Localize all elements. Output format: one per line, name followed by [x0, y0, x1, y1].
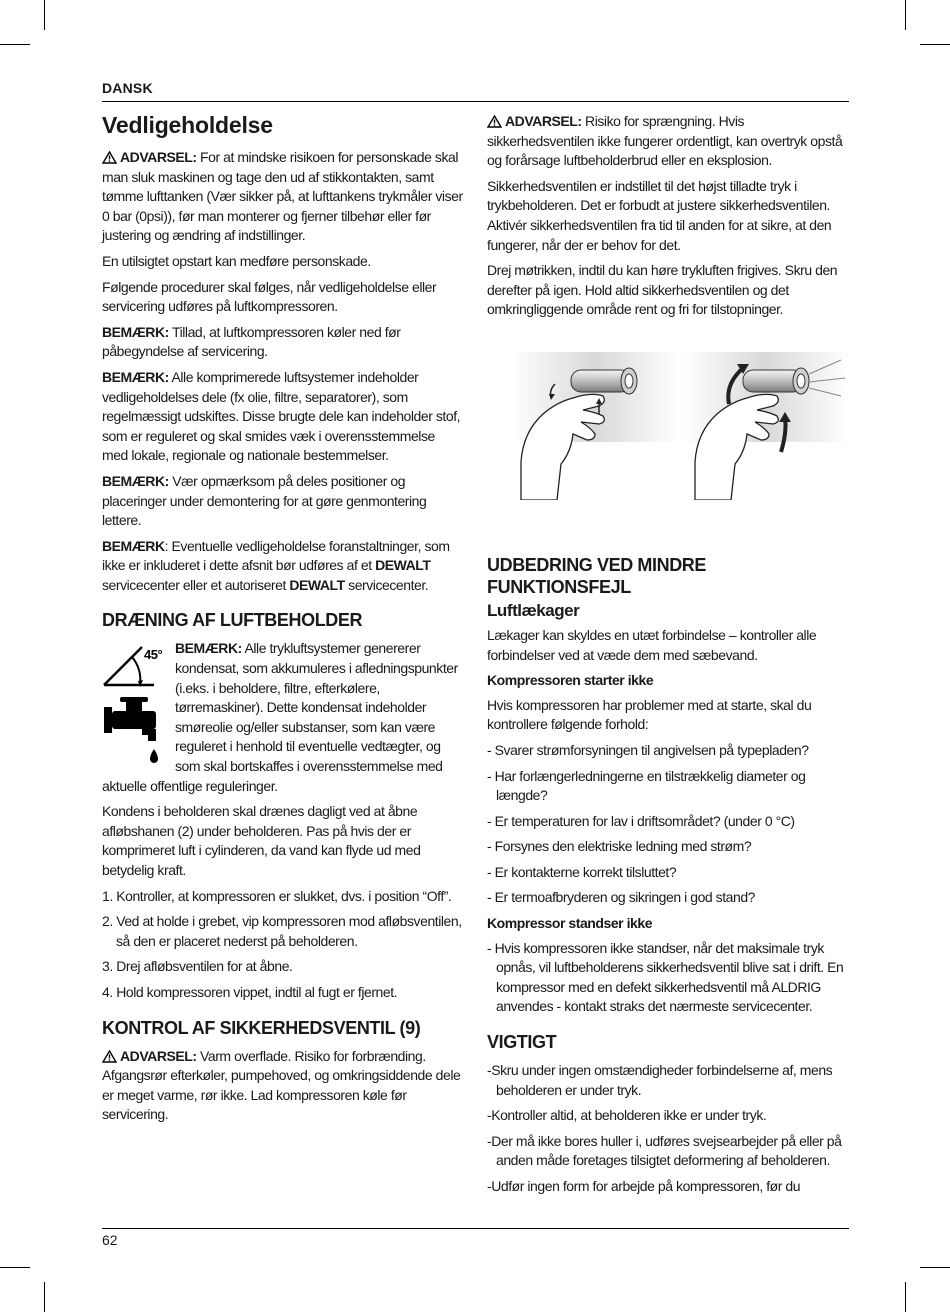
no-stop-heading: Kompressor standser ikke [487, 915, 653, 932]
troubleshooting-heading: UDBEDRING VED MINDRE FUNKTIONSFEJL [487, 554, 707, 597]
note-label: BEMÆRK [102, 537, 165, 554]
note-text: Alle komprimerede luftsystemer indeholder vedligeholdelses dele (fx olie, filtre, separatorer), som regelmæssigt udskiftes. Disse brugte dele kan indeholder stof, som er reguleret og skal smides væk i overensstemmelse med lokale, regionale og nationale bestemmelser. [102, 368, 461, 464]
important-list [487, 1061, 853, 1197]
drain-icons [102, 639, 172, 769]
note-text: servicecenter. [344, 576, 429, 593]
no-stop-list [487, 939, 853, 1017]
note-text: : Eventuelle vedligeholdelse foranstaltninger, som ikke er inkluderet i dette afsnit bør udføres af et [102, 537, 450, 574]
note-label: BEMÆRK: [175, 640, 242, 657]
list-item: -Udfør ingen form for arbejde på kompressoren, før du [487, 1178, 801, 1194]
note-label: BEMÆRK: [102, 323, 169, 340]
left-column [102, 112, 464, 1131]
brand-name: DEWALT [289, 576, 345, 593]
note-text: servicecenter eller et autoriseret [102, 576, 290, 593]
maintenance-title: Vedligeholdelse [102, 112, 273, 138]
list-item: - Har forlængerledningerne en tilstrækkelig diameter og længde? [487, 767, 806, 804]
crop-mark [44, 0, 45, 30]
right-column [487, 112, 853, 1203]
air-leaks-heading: Luftlækager [487, 600, 580, 620]
warning-label: ADVARSEL: [120, 1047, 197, 1064]
warning-paragraph [102, 1047, 464, 1125]
crop-mark [0, 44, 30, 45]
paragraph: Følgende procedurer skal følges, når vedligeholdelse eller servicering udføres på luftkompressoren. [102, 278, 437, 315]
list-item: - Forsynes den elektriske ledning med strøm? [487, 838, 752, 855]
note-text: Vær opmærksom på deles positioner og placeringer under demontering for at gøre genmontering lettere. [102, 472, 427, 529]
footer-rule [102, 1228, 849, 1229]
brand-name: DEWALT [375, 557, 431, 574]
faucet-icon [102, 697, 172, 767]
crop-mark [920, 44, 950, 45]
safety-valve-illustration [511, 352, 849, 500]
list-item: - Svarer strømforsyningen til angivelsen på typepladen? [487, 741, 809, 758]
note-label: BEMÆRK: [102, 368, 169, 385]
list-item: - Er termoafbryderen og sikringen i god stand? [487, 889, 756, 906]
paragraph: En utilsigtet opstart kan medføre personskade. [102, 252, 371, 269]
paragraph: Sikkerhedsventilen er indstillet til det højst tilladte tryk i trykbeholderen. Det er forbudt at justere sikkerhedsventilen. Aktivér sikkerhedsventilen fra tid til anden for at sikre, at den fungerer, når der er behov for det. [487, 177, 832, 253]
note-label: BEMÆRK: [102, 472, 169, 489]
checks-list [487, 741, 853, 908]
crop-mark [920, 1267, 950, 1268]
warning-text: Risiko for sprængning. Hvis sikkerhedsventilen ikke fungerer ordentligt, kan overtryk opstå og forårsage luftbeholderbrud eller en eksplosion. [487, 113, 843, 169]
safety-valve-heading: KONTROL AF SIKKERHEDSVENTIL (9) [102, 1017, 421, 1038]
drain-heading: DRÆNING AF LUFTBEHOLDER [102, 610, 363, 631]
note-paragraph [102, 368, 464, 466]
note-paragraph [102, 323, 464, 362]
warning-text: Varm overflade. Risiko for forbrænding. Afgangsrør efterkøler, pumpehoved, og omkringsiddende dele er meget varme, rør ikke. Lad kompressoren køle før servicering. [102, 1047, 461, 1123]
list-item: 4. Hold kompressoren vippet, indtil al fugt er fjernet. [102, 983, 398, 1000]
warning-label: ADVARSEL: [505, 113, 582, 129]
crop-mark [44, 1282, 45, 1312]
list-item: -Skru under ingen omstændigheder forbindelserne af, mens beholderen er under tryk. [487, 1062, 833, 1098]
drain-note-block [102, 639, 464, 802]
warning-paragraph [102, 148, 464, 246]
note-text: Alle trykluftsystemer genererer kondensat, som akkumuleres i afledningspunkter (i.eks. i beholdere, filtre, efterkølere, tørremaskiner). Dette kondensat indeholder smøreolie og/eller substanser, som kan være reguleret i henhold til eventuelle vedtægter, og som skal bortskaffes i overensstemmelse med aktuelle offentlige reguleringer. [102, 640, 458, 794]
list-item: - Er temperaturen for lav i driftsområdet? (under 0 °C) [487, 812, 795, 829]
angle-label: 45° [144, 647, 163, 663]
warning-text: For at mindske risikoen for personskade skal man sluk maskinen og tage den ud af stikkontakten, samt tømme lufttanken (Vær sikker på, at lufttankens trykmåler viser 0 bar (0psi)), før man monterer og fjerner tilbehør eller før justering og ændring af indstillinger. [102, 149, 463, 244]
crop-mark [905, 1282, 906, 1312]
no-start-heading: Kompressoren starter ikke [487, 672, 654, 689]
drain-steps-list [102, 887, 464, 1003]
warning-label: ADVARSEL: [120, 149, 197, 165]
important-heading: VIGTIGT [487, 1032, 557, 1053]
note-paragraph [102, 472, 464, 531]
tilt-angle-icon [102, 641, 172, 691]
list-item: -Kontroller altid, at beholderen ikke er under tryk. [487, 1107, 767, 1124]
crop-mark [0, 1267, 30, 1268]
warning-paragraph [487, 112, 853, 171]
page-number: 62 [102, 1232, 118, 1248]
paragraph: Drej møtrikken, indtil du kan høre trykluften frigives. Skru den derefter på igen. Hold altid sikkerhedsventilen og det omkringliggende område rent og fri for tilstopninger. [487, 262, 838, 318]
note-paragraph [102, 537, 464, 596]
paragraph: Kondens i beholderen skal drænes dagligt ved at åbne afløbshanen (2) under beholderen. Pas på hvis der er komprimeret luft i cylinderen, da vand kan flyde ud med betydelig kraft. [102, 803, 421, 878]
list-item: 2. Ved at holde i grebet, vip kompressoren mod afløbsventilen, så den er placeret nederst på beholderen. [102, 913, 462, 949]
list-item: - Hvis kompressoren ikke standser, når det maksimale tryk opnås, vil luftbeholderens sikkerhedsventil blive sat i drift. En kompressor med en defekt sikkerhedsventil må ALDRIG anvendes - kontakt straks det nærmeste servicecenter. [487, 939, 844, 1015]
warning-icon [487, 115, 502, 128]
list-item: -Der må ikke bores huller i, udføres svejsearbejder på eller på anden måde foretages tilsigtet deformering af beholderen. [487, 1132, 842, 1169]
warning-icon [102, 1050, 117, 1063]
note-text: Tillad, at luftkompressoren køler ned før påbegyndelse af servicering. [102, 323, 401, 360]
section-header: DANSK [102, 80, 153, 96]
header-rule [102, 101, 849, 102]
warning-icon [102, 151, 117, 164]
list-item: 3. Drej afløbsventilen for at åbne. [102, 958, 293, 975]
paragraph: Hvis kompressoren har problemer med at starte, skal du kontrollere følgende forhold: [487, 696, 812, 733]
crop-mark [905, 0, 906, 30]
paragraph: Lækager kan skyldes en utæt forbindelse – kontroller alle forbindelser ved at væde dem med sæbevand. [487, 626, 817, 663]
list-item: - Er kontakterne korrekt tilsluttet? [487, 863, 677, 880]
list-item: 1. Kontroller, at kompressoren er slukket, dvs. i position “Off”. [102, 887, 452, 904]
